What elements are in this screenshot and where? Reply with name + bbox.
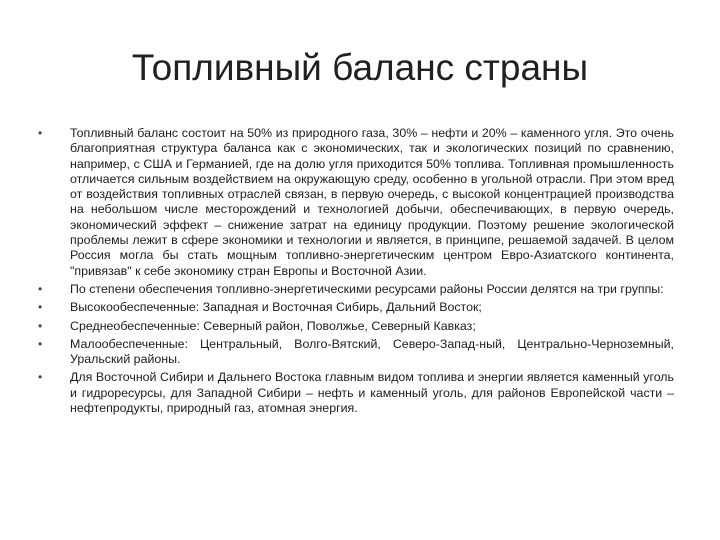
- list-item: [38, 319, 674, 334]
- bullet-icon: •: [38, 318, 43, 333]
- bullet-icon: •: [38, 281, 43, 296]
- bullet-text: Для Восточной Сибири и Дальнего Востока главным видом топлива и энергии является каменный уголь и гидроресурсы, для Западной Сибири – нефть и каменный уголь, для районов Европейской части – нефтепродукты, природный газ, атомная энергия.: [70, 370, 674, 416]
- list-item: [38, 282, 674, 297]
- bullet-icon: •: [38, 336, 43, 351]
- bullet-text: По степени обеспечения топливно-энергетическими ресурсами районы России делятся на три группы:: [70, 281, 664, 296]
- slide-title: Топливный баланс страны: [131, 47, 589, 88]
- bullet-text: Малообеспеченные: Центральный, Волго-Вятский, Северо-Запад-ный, Центрально-Черноземный, Уральский районы.: [70, 336, 674, 367]
- list-item: [38, 370, 674, 416]
- bullet-icon: •: [38, 300, 43, 315]
- list-item: [38, 126, 674, 279]
- bullet-text: Топливный баланс состоит на 50% из природного газа, 30% – нефти и 20% – каменного угля. Это очень благоприятная структура баланса как с экономических, так и экологических позиций по сравнению, например, с США и Германией, где на долю угля приходится 50% топлива. Топливная промышленность отличается сильным воздействием на окружающую среду, особенно в угольной отрасли. При этом вред от воздействия топливных отраслей связан, в первую очередь, с высокой концентрацией производства на небольшом числе месторождений и технологией добычи, обеспечивающих, в первую очередь, экономический эффект – снижение затрат на единицу продукции. Поэтому решение экологической проблемы лежит в сфере экономики и технологии и является, в принципе, решаемой задачей. В целом Россия могла бы стать мощным топливно-энергетическим центром Евро-Азиатского континента, "привязав" к себе экономику стран Европы и Восточной Азии.: [70, 126, 674, 278]
- bullet-icon: •: [38, 126, 43, 140]
- list-item: [38, 337, 674, 368]
- bullet-list: [38, 126, 674, 419]
- bullet-text: Среднеобеспеченные: Северный район, Поволжье, Северный Кавказ;: [70, 318, 476, 333]
- list-item: [38, 300, 674, 315]
- bullet-text: Высокообеспеченные: Западная и Восточная Сибирь, Дальний Восток;: [70, 300, 482, 315]
- bullet-icon: •: [38, 370, 43, 385]
